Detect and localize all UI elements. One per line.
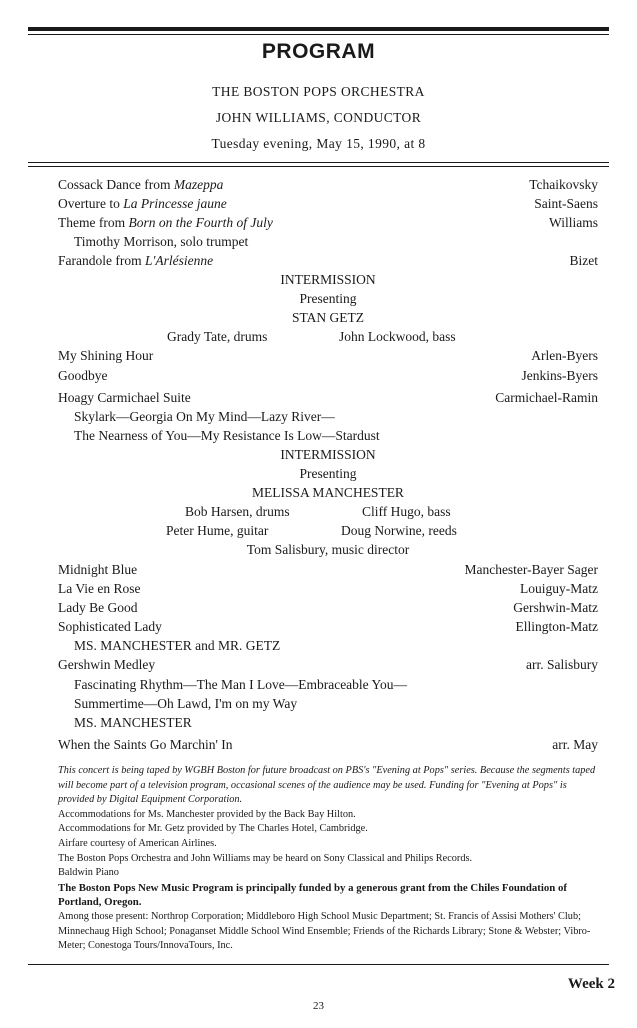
medley-songs: Summertime—Oh Lawd, I'm on my Way bbox=[74, 696, 298, 711]
top-rule-thick bbox=[28, 27, 609, 31]
band-member: Cliff Hugo, bass bbox=[362, 504, 451, 519]
guest-artist: MELISSA MANCHESTER bbox=[252, 485, 404, 500]
funding-note: The Boston Pops New Music Program is principally funded by a generous grant from the Chiles Foundation of Portland, Oregon. bbox=[58, 881, 567, 909]
composer: Arlen-Byers bbox=[531, 348, 598, 363]
program-item: La Vie en Rose Louiguy-Matz bbox=[58, 581, 598, 596]
records-note: The Boston Pops Orchestra and John Williams may be heard on Sony Classical and Philips Records. bbox=[58, 852, 473, 864]
conductor-name: JOHN WILLIAMS, CONDUCTOR bbox=[215, 110, 422, 125]
composer: Tchaikovsky bbox=[529, 177, 598, 192]
suite-songs: The Nearness of You—My Resistance Is Low—Stardust bbox=[74, 428, 380, 443]
program-item: Lady Be Good Gershwin-Matz bbox=[58, 600, 598, 615]
composer: Ellington-Matz bbox=[515, 619, 598, 634]
accommodation-note: Accommodations for Ms. Manchester provided by the Back Bay Hilton. bbox=[58, 808, 356, 820]
composer: Manchester-Bayer Sager bbox=[464, 562, 598, 577]
divider-rule bbox=[28, 162, 609, 163]
band-member: Grady Tate, drums bbox=[167, 329, 268, 344]
program-item: When the Saints Go Marchin' In arr. May bbox=[58, 737, 598, 752]
band-member: Doug Norwine, reeds bbox=[341, 523, 457, 538]
divider-rule bbox=[28, 166, 609, 167]
presenting-label: Presenting bbox=[299, 291, 357, 306]
composer: Saint-Saens bbox=[534, 196, 598, 211]
program-item: Gershwin Medley arr. Salisbury bbox=[58, 657, 598, 672]
airfare-note: Airfare courtesy of American Airlines. bbox=[58, 837, 217, 849]
program-item: Theme from Born on the Fourth of July Williams bbox=[58, 215, 598, 230]
program-item: Farandole from L'Arlésienne Bizet bbox=[58, 253, 598, 268]
intermission-label: INTERMISSION bbox=[280, 447, 376, 462]
program-item: Goodbye Jenkins-Byers bbox=[58, 368, 598, 383]
intermission-label: INTERMISSION bbox=[280, 272, 376, 287]
program-item: My Shining Hour Arlen-Byers bbox=[58, 348, 598, 363]
music-director: Tom Salisbury, music director bbox=[246, 542, 410, 557]
composer: Louiguy-Matz bbox=[520, 581, 598, 596]
band-member: Peter Hume, guitar bbox=[166, 523, 269, 538]
composer: arr. Salisbury bbox=[526, 657, 598, 672]
band-member: John Lockwood, bass bbox=[339, 329, 456, 344]
bottom-rule bbox=[28, 964, 609, 965]
concert-date: Tuesday evening, May 15, 1990, at 8 bbox=[211, 136, 426, 151]
week-label: Week 2 bbox=[567, 976, 615, 992]
taping-note: This concert is being taped by WGBH Boston for future broadcast on PBS's "Evening at Pops" series. Because the segments taped will become part of a television program, occasional scenes of the audience may be used. Funding for "Evening at Pops" is provided by Digital Equipment Corporation. bbox=[58, 765, 596, 806]
soloist-credit: Timothy Morrison, solo trumpet bbox=[74, 234, 249, 249]
performer-credit: MS. MANCHESTER and MR. GETZ bbox=[74, 638, 281, 653]
composer: arr. May bbox=[552, 737, 598, 752]
page-number: 23 bbox=[313, 1000, 324, 1012]
page-title: PROGRAM bbox=[261, 40, 376, 63]
program-item: Cossack Dance from Mazeppa Tchaikovsky bbox=[58, 177, 598, 192]
composer: Gershwin-Matz bbox=[513, 600, 598, 615]
medley-songs: Fascinating Rhythm—The Man I Love—Embraceable You— bbox=[74, 677, 407, 692]
guest-artist: STAN GETZ bbox=[291, 310, 365, 325]
band-member: Bob Harsen, drums bbox=[185, 504, 290, 519]
top-rule-thin bbox=[28, 34, 609, 35]
presenting-label: Presenting bbox=[299, 466, 357, 481]
program-item: Sophisticated Lady Ellington-Matz bbox=[58, 619, 598, 634]
program-notes bbox=[58, 764, 603, 954]
performer-credit: MS. MANCHESTER bbox=[74, 715, 192, 730]
piano-note: Baldwin Piano bbox=[58, 867, 119, 879]
program-item: Overture to La Princesse jaune Saint-Saens bbox=[58, 196, 598, 211]
program-item: Midnight Blue Manchester-Bayer Sager bbox=[58, 562, 598, 577]
composer: Jenkins-Byers bbox=[521, 368, 598, 383]
composer: Carmichael-Ramin bbox=[495, 390, 598, 405]
orchestra-name: THE BOSTON POPS ORCHESTRA bbox=[212, 84, 425, 99]
composer: Bizet bbox=[569, 253, 598, 268]
accommodation-note: Accommodations for Mr. Getz provided by The Charles Hotel, Cambridge. bbox=[58, 823, 368, 835]
attendees-note: Among those present: Northrop Corporation; Middleboro High School Music Department; St. Francis of Assisi Mothers' Club; Minnechaug High School; Ponaganset Middle School Wind Ensemble; Friends of the Richards Library; Stone & Webster; Vibro-Meter; Conestoga Tours/InnovaTours, Inc. bbox=[58, 910, 591, 952]
suite-songs: Skylark—Georgia On My Mind—Lazy River— bbox=[74, 409, 335, 424]
program-item: Hoagy Carmichael Suite Carmichael-Ramin bbox=[58, 390, 598, 405]
composer: Williams bbox=[549, 215, 598, 230]
